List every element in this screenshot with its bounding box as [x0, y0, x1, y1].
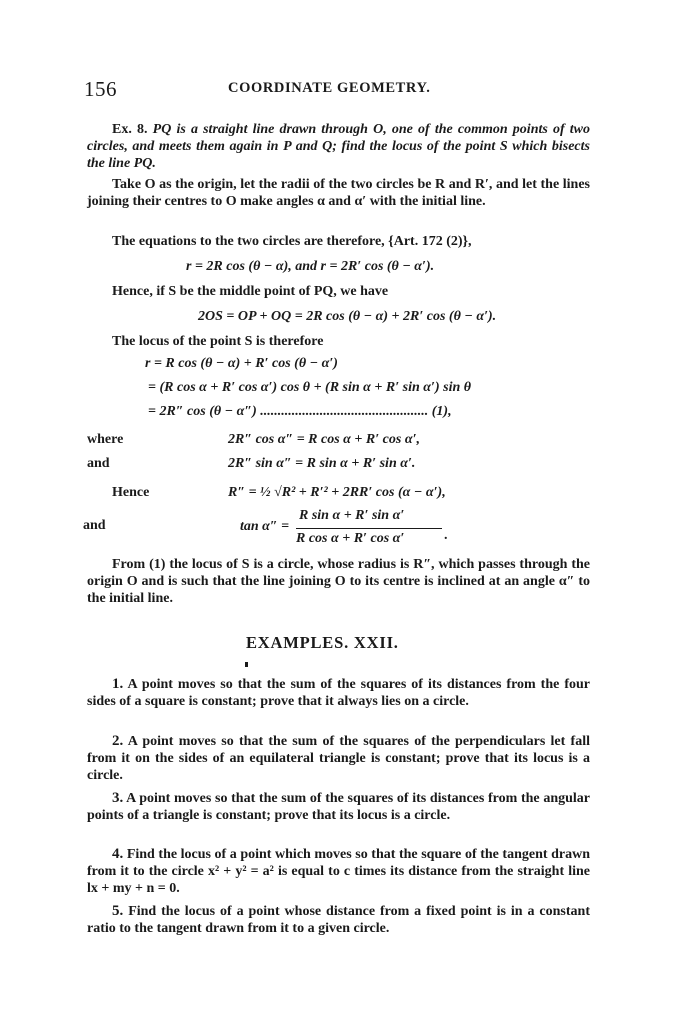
equation-tan-end: .: [444, 528, 448, 543]
exercise-number: 3.: [112, 790, 124, 806]
exercise-number: 4.: [112, 846, 124, 862]
exercise-1: [87, 676, 590, 710]
solution-paragraph-2: The equations to the two circles are therefore, {Art. 172 (2)},: [112, 234, 472, 249]
exercise-text: Find the locus of a point whose distance from a fixed point is in a constant ratio to the tangent drawn from it to a given circle.: [87, 904, 590, 936]
solution-paragraph-3: Hence, if S be the middle point of PQ, we have: [112, 284, 389, 299]
equation-circles: r = 2R cos (θ − α), and r = 2R′ cos (θ − α′).: [186, 259, 435, 274]
conclusion-paragraph: From (1) the locus of S is a circle, whose radius is R″, which passes through the origin O and is such that the line joining O to its centre is inclined at an angle α″ to the initial line.: [87, 557, 590, 606]
exercise-number: 2.: [112, 733, 124, 749]
running-title: COORDINATE GEOMETRY.: [228, 80, 431, 96]
exercise-text: A point moves so that the sum of the squares of its distances from the angular points of a triangle is constant; prove that its locus is a circle.: [87, 791, 591, 823]
fraction-bar: [296, 528, 442, 529]
page-number: 156: [84, 77, 117, 101]
equation-locus-1: r = R cos (θ − α) + R′ cos (θ − α′): [145, 356, 338, 371]
example-label: Ex. 8.: [112, 122, 148, 137]
solution-paragraph-4: The locus of the point S is therefore: [112, 334, 324, 349]
exercise-3: [87, 790, 590, 824]
exercise-text: A point moves so that the sum of the squares of its distances from the four sides of a square is constant; prove that it always lies on a circle.: [87, 677, 591, 709]
where-label: where: [87, 432, 124, 447]
and-label-2: and: [83, 518, 106, 533]
equation-tan-denominator: R cos α + R′ cos α′: [296, 531, 405, 546]
exercise-text: Find the locus of a point which moves so that the square of the tangent drawn from it to the circle x² + y² = a² is equal to c times its distance from the straight line lx + my + n = 0.: [87, 847, 590, 896]
equation-locus-3: = 2R″ cos (θ − α″) ................................................ (1),: [148, 404, 452, 419]
section-heading: EXAMPLES. XXII.: [246, 633, 399, 652]
equation-radius: R″ = ½ √R² + R′² + 2RR′ cos (α − α′),: [228, 485, 446, 500]
solution-paragraph-1: Take O as the origin, let the radii of the two circles be R and R′, and let the lines joining their centres to O make angles α and α′ with the initial line.: [87, 177, 590, 209]
exercise-number: 1.: [112, 676, 124, 692]
example-problem: [87, 121, 590, 172]
hence-label: Hence: [112, 485, 150, 500]
equation-sin-def: 2R″ sin α″ = R sin α + R′ sin α′.: [228, 456, 416, 471]
exercise-text: A point moves so that the sum of the squares of the perpendiculars let fall from it on the sides of an equilateral triangle is constant; prove that its locus is a circle.: [87, 734, 590, 783]
exercise-number: 5.: [112, 903, 124, 919]
and-label: and: [87, 456, 110, 471]
example-statement: PQ is a straight line drawn through O, one of the common points of two circles, and meets them again in P and Q; find the locus of the point S which bisects the line PQ.: [87, 122, 591, 171]
equation-tan-lhs: tan α″ =: [240, 519, 290, 534]
equation-locus-2: = (R cos α + R′ cos α′) cos θ + (R sin α + R′ sin α′) sin θ: [148, 380, 472, 395]
equation-bisector: 2OS = OP + OQ = 2R cos (θ − α) + 2R′ cos (θ − α′).: [198, 309, 497, 324]
exercise-2: [87, 733, 590, 784]
equation-tan-numerator: R sin α + R′ sin α′: [299, 508, 405, 523]
equation-cos-def: 2R″ cos α″ = R cos α + R′ cos α′,: [228, 432, 421, 447]
exercise-5: [87, 903, 590, 937]
print-speck: [245, 662, 248, 667]
exercise-4: [87, 846, 590, 897]
